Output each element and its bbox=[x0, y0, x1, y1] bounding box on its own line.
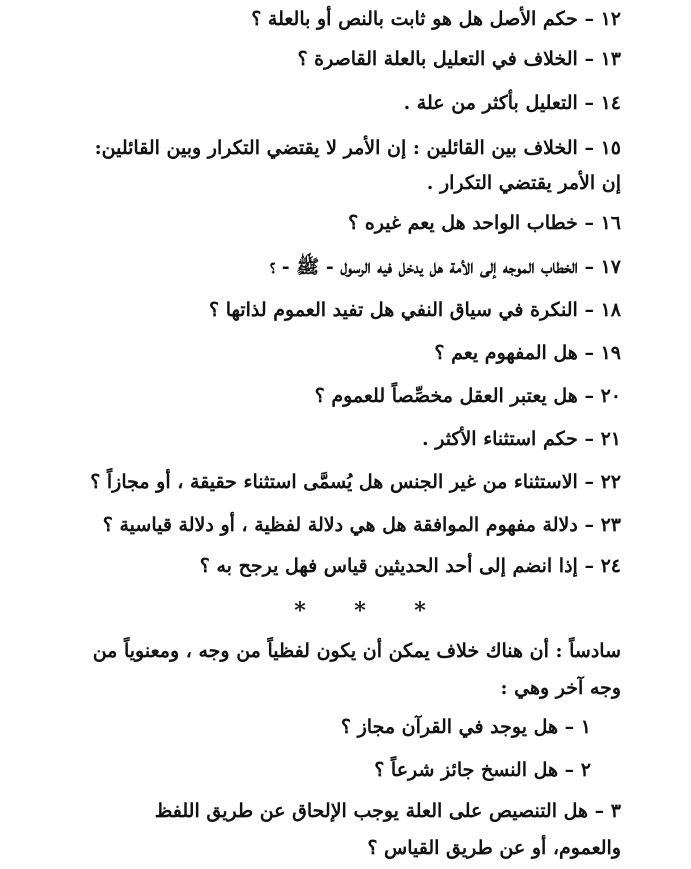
section-separator bbox=[290, 598, 430, 624]
item-number: ٢ bbox=[580, 759, 591, 781]
dash: – bbox=[584, 92, 594, 114]
item-text: الاستثناء من غير الجنس هل يُسمَّى استثناء حقيقة ، أو مجازاً ؟ bbox=[90, 471, 578, 493]
list-item-20 bbox=[315, 383, 621, 409]
dash: – bbox=[584, 385, 594, 407]
item-number: ١٤ bbox=[600, 92, 621, 114]
list-b-item-3 bbox=[155, 798, 621, 824]
asterisk-icon: * bbox=[294, 598, 306, 624]
list-b-item-1 bbox=[341, 714, 591, 740]
dash: – bbox=[584, 342, 594, 364]
list-item-17 bbox=[270, 254, 621, 280]
item-text: خطاب الواحد هل يعم غيره ؟ bbox=[348, 212, 578, 234]
list-item-19 bbox=[434, 340, 621, 366]
dash: – bbox=[584, 471, 594, 493]
item-number: ٢٢ bbox=[600, 471, 621, 493]
dash: – bbox=[584, 8, 594, 30]
dash: – bbox=[584, 428, 594, 450]
asterisk-icon: * bbox=[354, 598, 366, 624]
dash: – bbox=[584, 555, 594, 577]
item-number: ١٧ bbox=[600, 256, 621, 278]
dash: – bbox=[584, 256, 594, 278]
item-number: ١٥ bbox=[600, 137, 621, 159]
section-sixth-line1: سادساً : أن هناك خلاف يمكن أن يكون لفظياً من وجه ، ومعنوياً من bbox=[92, 640, 621, 662]
dash: – bbox=[564, 759, 575, 781]
list-item-14 bbox=[404, 90, 621, 116]
item-text: هل التنصيص على العلة يوجب الإلحاق عن طريق اللفظ bbox=[154, 800, 589, 822]
list-item-16 bbox=[348, 210, 621, 236]
list-b-item-3-continuation: والعموم، أو عن طريق القياس ؟ bbox=[367, 837, 621, 859]
item-text: إذا انضم إلى أحد الحديثين قياس فهل يرجح به ؟ bbox=[199, 555, 578, 577]
item-text: النكرة في سياق النفي هل تفيد العموم لذاتها ؟ bbox=[209, 299, 578, 321]
list-item-15 bbox=[95, 135, 621, 161]
dash: – bbox=[584, 212, 594, 234]
item-text: الخلاف بين القائلين : إن الأمر لا يقتضي التكرار وبين القائلين: bbox=[94, 137, 578, 159]
item-text: دلالة مفهوم الموافقة هل هي دلالة لفظية ، أو دلالة قياسية ؟ bbox=[102, 514, 578, 536]
dash: – bbox=[584, 299, 594, 321]
item-number: ١ bbox=[580, 716, 591, 738]
list-item-21 bbox=[422, 426, 621, 452]
item-number: ٢٣ bbox=[600, 514, 621, 536]
section-sixth-line2: وجه آخر وهي : bbox=[500, 677, 621, 699]
item-text: هل يعتبر العقل مخصِّصاً للعموم ؟ bbox=[314, 385, 578, 407]
item-text: هل المفهوم يعم ؟ bbox=[434, 342, 578, 364]
dash: – bbox=[584, 514, 594, 536]
list-b-item-2 bbox=[374, 757, 591, 783]
item-number: ١٨ bbox=[600, 299, 621, 321]
item-text: حكم استثناء الأكثر . bbox=[421, 428, 578, 450]
list-item-12 bbox=[251, 6, 621, 32]
item-number: ٢٠ bbox=[600, 385, 621, 407]
item-text: هل النسخ جائز شرعاً ؟ bbox=[374, 759, 559, 781]
list-item-24 bbox=[200, 553, 621, 579]
item-text: هل يوجد في القرآن مجاز ؟ bbox=[340, 716, 559, 738]
item-number: ١٢ bbox=[600, 8, 621, 30]
list-item-13 bbox=[297, 46, 621, 72]
item-number: ١٦ bbox=[600, 212, 621, 234]
list-item-15-continuation: إن الأمر يقتضي التكرار . bbox=[426, 172, 621, 194]
dash: – bbox=[564, 716, 575, 738]
item-number: ٢١ bbox=[600, 428, 621, 450]
dash: – bbox=[594, 800, 605, 822]
item-number: ١٣ bbox=[600, 48, 621, 70]
item-text: حكم الأصل هل هو ثابت بالنص أو بالعلة ؟ bbox=[251, 8, 578, 30]
item-text: الخلاف في التعليل بالعلة القاصرة ؟ bbox=[297, 48, 578, 70]
item-text: التعليل بأكثر من علة . bbox=[403, 92, 578, 114]
list-item-18 bbox=[209, 297, 621, 323]
list-item-22 bbox=[90, 469, 621, 495]
item-text: الخطاب الموجه إلى الأمة هل يدخل فيه الرسول - ﷺ - ؟ bbox=[269, 256, 578, 278]
asterisk-icon: * bbox=[414, 598, 426, 624]
dash: – bbox=[584, 48, 594, 70]
dash: – bbox=[584, 137, 594, 159]
item-number: ٢٤ bbox=[600, 555, 621, 577]
item-number: ٣ bbox=[610, 800, 621, 822]
list-item-23 bbox=[103, 512, 621, 538]
item-number: ١٩ bbox=[600, 342, 621, 364]
